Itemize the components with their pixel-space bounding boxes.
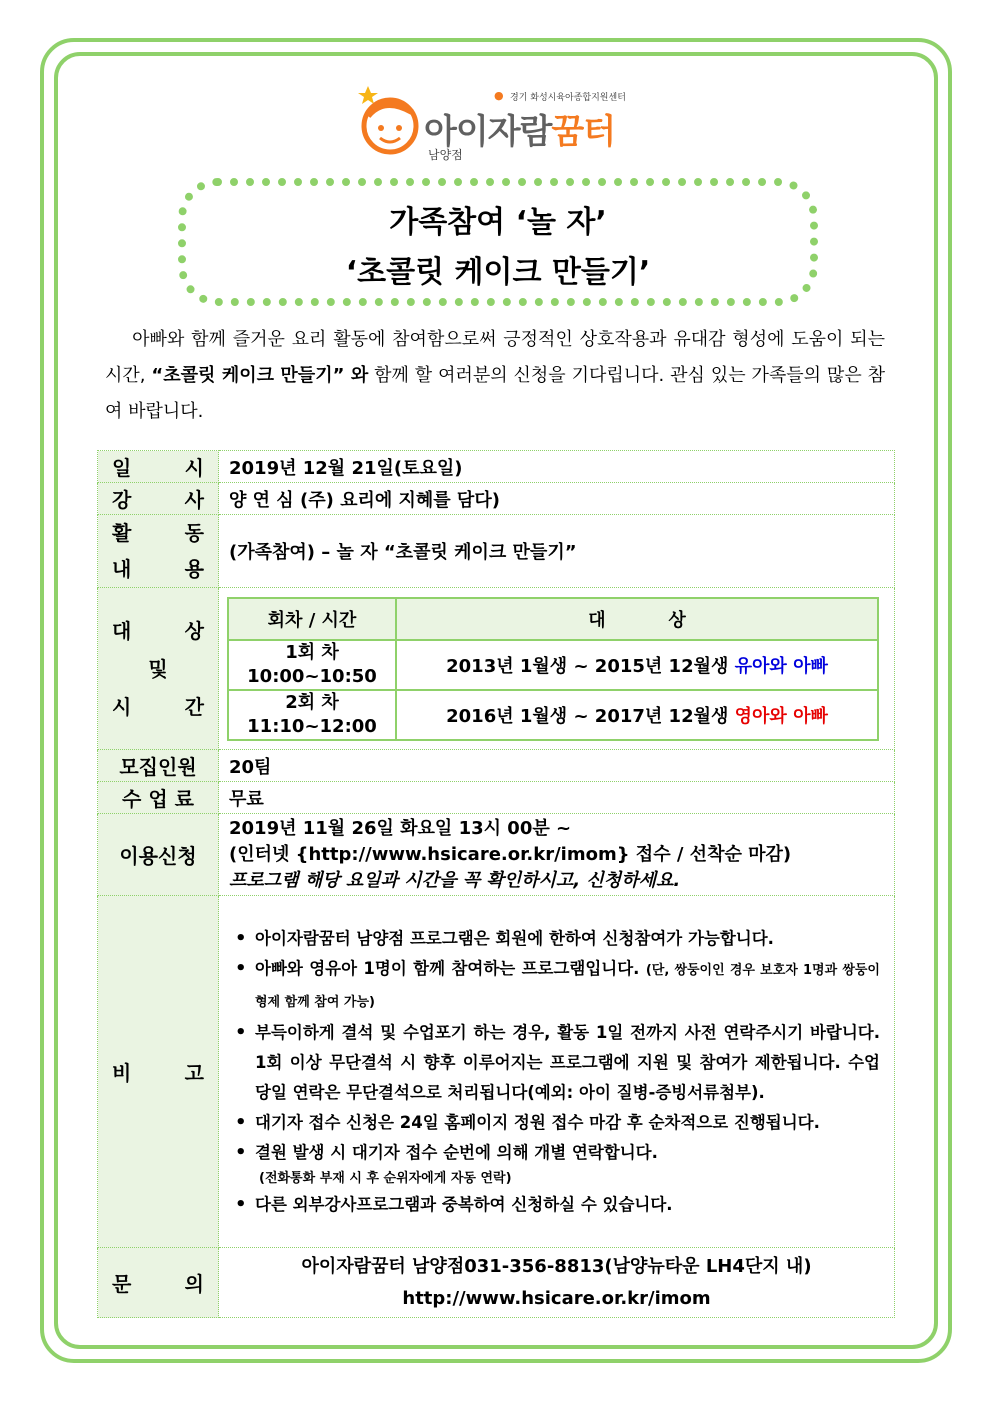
session-target: 2016년 1월생 ~ 2017년 12월생 영아와 아빠 bbox=[396, 690, 878, 740]
row-date bbox=[98, 451, 895, 483]
note-item: • 결원 발생 시 대기자 접수 순번에 의해 개별 연락합니다. bbox=[229, 1138, 880, 1168]
logo-name: 아이자람꿈터 bbox=[424, 112, 616, 152]
row-capacity bbox=[98, 750, 895, 782]
label-notes: 비 고 bbox=[98, 896, 219, 1248]
value-apply bbox=[219, 814, 895, 896]
row-activity bbox=[98, 515, 895, 588]
session-target: 2013년 1월생 ~ 2015년 12월생 유아와 아빠 bbox=[396, 640, 878, 690]
value-fee: 무료 bbox=[219, 782, 895, 814]
value-target bbox=[219, 588, 895, 750]
row-contact bbox=[98, 1248, 895, 1318]
row-fee bbox=[98, 782, 895, 814]
label-fee: 수 업 료 bbox=[98, 782, 219, 814]
header-target: 대 상 bbox=[396, 598, 878, 640]
label-contact: 문 의 bbox=[98, 1248, 219, 1318]
title-line-2: ‘초콜릿 케이크 만들기’ bbox=[345, 255, 651, 290]
contact-phone: 아이자람꿈터 남양점031-356-8813(남양뉴타운 LH4단지 내) bbox=[301, 1255, 812, 1277]
label-apply: 이용신청 bbox=[98, 814, 219, 896]
session-time: 2회 차 11:10~12:00 bbox=[228, 690, 396, 740]
header-session: 회차 / 시간 bbox=[228, 598, 396, 640]
title-box bbox=[178, 178, 818, 306]
apply-date: 2019년 11월 26일 화요일 13시 00분 ~ bbox=[229, 817, 572, 839]
contact-url[interactable]: http://www.hsicare.or.kr/imom bbox=[402, 1287, 711, 1309]
row-target bbox=[98, 588, 895, 750]
session-table bbox=[227, 597, 879, 741]
label-instructor: 강 사 bbox=[98, 483, 219, 515]
row-notes bbox=[98, 896, 895, 1248]
session-row bbox=[228, 690, 878, 740]
label-date: 일 시 bbox=[98, 451, 219, 483]
session-time: 1회 차 10:00~10:50 bbox=[228, 640, 396, 690]
value-instructor: 양 연 심 (주) 요리에 지혜를 담다) bbox=[219, 483, 895, 515]
note-item: • 부득이하게 결석 및 수업포기 하는 경우, 활동 1일 전까지 사전 연락주시기 바랍니다. 1회 이상 무단결석 시 향후 이루어지는 프로그램에 지원 및 참여가 제한됩니다. 수업 당일 연락은 무단결석으로 처리됩니다(예외: 아이 질병-증빙서류첨부). bbox=[229, 1018, 880, 1108]
row-apply bbox=[98, 814, 895, 896]
intro-paragraph: 아빠와 함께 즐거운 요리 활동에 참여함으로써 긍정적인 상호작용과 유대감 형성에 도움이 되는 시간, “초콜릿 케이크 만들기” 와 함께 할 여러분의 신청을 기다립니다. 관심 있는 가족들의 많은 참여 바랍니다. bbox=[105, 329, 885, 422]
apply-warning: 프로그램 해당 요일과 시간을 꼭 확인하시고, 신청하세요. bbox=[229, 869, 681, 891]
logo bbox=[354, 82, 654, 162]
apply-method: (인터넷 {http://www.hsicare.or.kr/imom} 접수 / 선착순 마감) bbox=[229, 843, 792, 865]
child-face-icon bbox=[354, 82, 424, 162]
value-contact bbox=[219, 1248, 895, 1318]
value-notes bbox=[219, 896, 895, 1248]
note-subnote: (전화통화 부재 시 후 순위자에게 자동 연락) bbox=[259, 1170, 512, 1186]
note-item: • 대기자 접수 신청은 24일 홈페이지 정원 접수 마감 후 순차적으로 진행됩니다. bbox=[229, 1108, 880, 1138]
value-capacity: 20팀 bbox=[219, 750, 895, 782]
note-item: • 아이자람꿈터 남양점 프로그램은 회원에 한하여 신청참여가 가능합니다. bbox=[229, 924, 880, 954]
note-item: • 아빠와 영유아 1명이 함께 참여하는 프로그램입니다. (단, 쌍둥이인 경우 보호자 1명과 쌍둥이 형제 함께 참여 가능) bbox=[229, 954, 880, 1018]
notes-list bbox=[229, 918, 880, 1226]
value-date: 2019년 12월 21일(토요일) bbox=[219, 451, 895, 483]
session-row bbox=[228, 640, 878, 690]
label-target: 대 상 및 시 간 bbox=[98, 588, 219, 750]
note-item: • 다른 외부강사프로그램과 중복하여 신청하실 수 있습니다. bbox=[229, 1190, 880, 1220]
session-header bbox=[228, 598, 878, 640]
logo-org: 경기 화성시육아종합지원센터 bbox=[510, 93, 626, 103]
org-mark-icon: ● bbox=[494, 89, 504, 102]
logo-branch: 남양점 bbox=[428, 148, 463, 162]
label-capacity: 모집인원 bbox=[98, 750, 219, 782]
info-table bbox=[97, 450, 895, 1318]
label-activity: 활 동 내 용 bbox=[98, 515, 219, 588]
title-line-1: 가족참여 ‘놀 자’ bbox=[389, 205, 607, 240]
row-instructor bbox=[98, 483, 895, 515]
value-activity: (가족참여) – 놀 자 “초콜릿 케이크 만들기” bbox=[219, 515, 895, 588]
